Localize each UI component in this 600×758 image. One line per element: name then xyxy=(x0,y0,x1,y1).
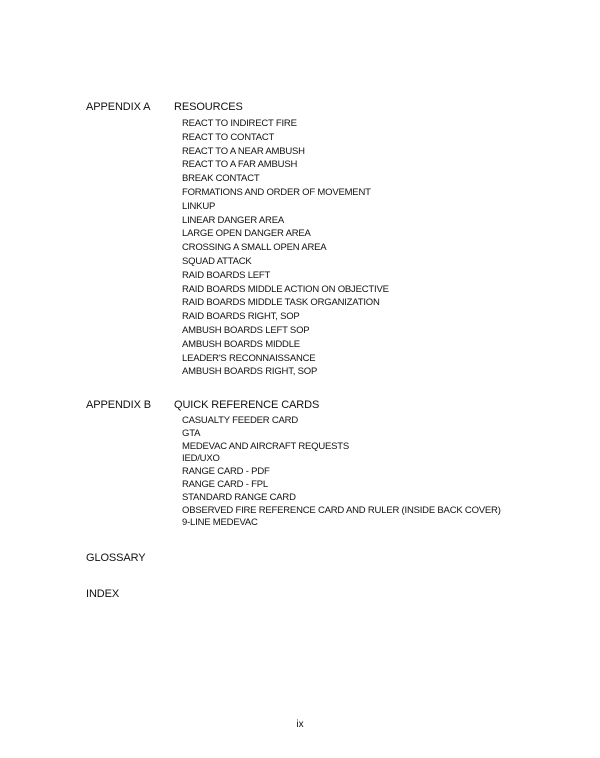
toc-entry: AMBUSH BOARDS LEFT SOP xyxy=(182,324,310,336)
appendix-a-section xyxy=(86,101,566,379)
appendix-b-item-list xyxy=(182,415,566,530)
index-heading: INDEX xyxy=(86,588,120,600)
toc-entry: IED/UXO xyxy=(182,453,220,465)
appendix-b-heading xyxy=(86,399,566,415)
toc-entry: SQUAD ATTACK xyxy=(182,255,252,267)
appendix-b-section xyxy=(86,399,566,530)
toc-entry: REACT TO A FAR AMBUSH xyxy=(182,159,298,171)
toc-entry: RANGE CARD - PDF xyxy=(182,466,270,478)
toc-entry: RANGE CARD - FPL xyxy=(182,478,269,490)
toc-entry: RAID BOARDS MIDDLE TASK ORGANIZATION xyxy=(182,297,380,309)
toc-entry: RAID BOARDS LEFT xyxy=(182,269,271,281)
toc-entry: CROSSING A SMALL OPEN AREA xyxy=(182,242,327,254)
appendix-a-heading xyxy=(86,101,566,117)
appendix-a-label: APPENDIX A xyxy=(86,101,151,113)
toc-entry: REACT TO CONTACT xyxy=(182,131,275,143)
toc-entry: CASUALTY FEEDER CARD xyxy=(182,415,299,426)
toc-entry: GTA xyxy=(182,427,201,439)
toc-entry: LEADER'S RECONNAISSANCE xyxy=(182,352,316,364)
toc-entry: AMBUSH BOARDS RIGHT, SOP xyxy=(182,366,318,378)
toc-entry: LINKUP xyxy=(182,200,216,212)
toc-entry: RAID BOARDS MIDDLE ACTION ON OBJECTIVE xyxy=(182,283,389,295)
appendix-b-label: APPENDIX B xyxy=(86,399,152,411)
toc-entry: OBSERVED FIRE REFERENCE CARD AND RULER (INSIDE BACK COVER) xyxy=(182,504,501,516)
glossary-heading: GLOSSARY xyxy=(86,552,146,564)
page-number: ix xyxy=(296,719,304,730)
appendix-a-title: RESOURCES xyxy=(174,101,243,113)
toc-entry: LARGE OPEN DANGER AREA xyxy=(182,228,311,240)
toc-entry: 9-LINE MEDEVAC xyxy=(182,517,258,529)
appendix-b-title: QUICK REFERENCE CARDS xyxy=(174,399,320,411)
toc-entry: STANDARD RANGE CARD xyxy=(182,491,296,503)
toc-entry: RAID BOARDS RIGHT, SOP xyxy=(182,311,300,323)
toc-entry: AMBUSH BOARDS MIDDLE xyxy=(182,338,300,350)
toc-entry: BREAK CONTACT xyxy=(182,173,260,185)
toc-entry: LINEAR DANGER AREA xyxy=(182,214,284,226)
toc-entry: MEDEVAC AND AIRCRAFT REQUESTS xyxy=(182,440,349,452)
toc-entry: REACT TO INDIRECT FIRE xyxy=(182,118,297,129)
toc-entry: FORMATIONS AND ORDER OF MOVEMENT xyxy=(182,186,371,198)
appendix-a-item-list xyxy=(182,117,566,379)
toc-entry: REACT TO A NEAR AMBUSH xyxy=(182,145,305,157)
